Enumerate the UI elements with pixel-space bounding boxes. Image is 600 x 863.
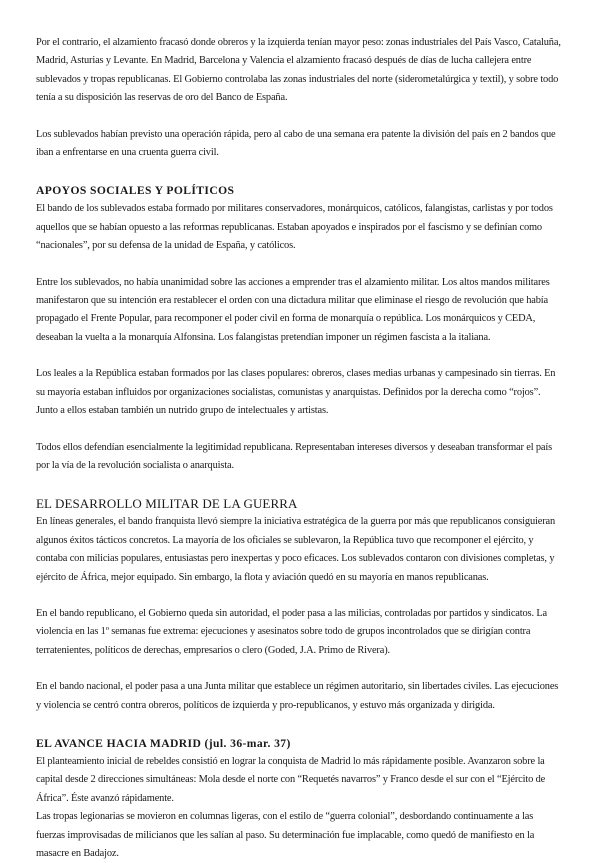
apoyos-paragraph-2: Entre los sublevados, no había unanimidad sobre las acciones a emprender tras el alzamiento militar. Los altos mandos militares manifestaron que su intención era restablecer el orden con una dictadura militar que eliminase el riesgo de revolución que había propagado el Frente Popular, para recomponer el poder civil en forma de monarquía o república. Los monárquicos y CEDA, deseaban la vuelta a la monarquía Alfonsina. Los falangistas pretendían imponer un régimen fascista a la italiana.	[36, 276, 550, 343]
intro-paragraph-2: Los sublevados habían previsto una operación rápida, pero al cabo de una semana era patente la división del país en 2 bandos que iban a enfrentarse en una cruenta guerra civil.	[36, 128, 556, 159]
apoyos-paragraph-3: Los leales a la República estaban formados por las clases populares: obreros, clases medias urbanas y campesinado sin tierras. En su mayoría estaban influidos por organizaciones socialistas, comunistas y anarquistas. Definidos por la derecha como “rojos”. Junto a ellos estaban también un nutrido grupo de intelectuales y artistas.	[36, 368, 556, 417]
section-heading-avance: EL AVANCE HACIA MADRID (jul. 36-mar. 37)	[36, 736, 291, 750]
apoyos-paragraph-4: Todos ellos defendían esencialmente la legitimidad republicana. Representaban intereses diversos y deseaban transformar el país por la vía de la revolución socialista o anarquista.	[36, 441, 553, 471]
section-heading-apoyos: APOYOS SOCIALES Y POLÍTICOS	[36, 184, 235, 198]
apoyos-paragraph-1: El bando de los sublevados estaba formado por militares conservadores, monárquicos, católicos, falangistas, carlistas y por todos aquellos que se habían opuesto a las reformas republicanas. Estaban apoyados e inspirados por el fascismo y se definían como “nacionales”, por su defensa de la unidad de España, y católicos.	[36, 203, 553, 252]
desarrollo-paragraph-1: En líneas generales, el bando franquista llevó siempre la iniciativa estratégica de la guerra por más que republicanos consiguieran algunos éxitos tácticos concretos. La mayoría de los oficiales se sublevaron, la República tuvo que recomponer el ejército, y contaba con milicias populares, entusiastas pero inexpertas y poco eficaces. Los sublevados contaron con divisiones completas, y ejército de África, mejor equipado. Sin embargo, la flota y aviación quedó en su mayoría en manos republicanas.	[36, 516, 556, 583]
desarrollo-paragraph-2: En el bando republicano, el Gobierno queda sin autoridad, el poder pasa a las milicias, controladas por partidos y sindicatos. La violencia en las 1º semanas fue extrema: ejecuciones y asesinatos sobre todo de grupos incontrolados que se dirigían contra terratenientes, políticos de derechas, empresarios o clero (Goded, J.A. Primo de Rivera).	[36, 607, 547, 656]
avance-paragraph-1: El planteamiento inicial de rebeldes consistió en lograr la conquista de Madrid lo más rápidamente posible. Avanzaron sobre la capital desde 2 direcciones simultáneas: Mola desde el norte con “Requetés navarros” y Franco desde el sur con el “Ejército de África”. Éste avanzó rápidamente.	[36, 755, 546, 804]
avance-paragraph-2: Las tropas legionarias se movieron en columnas ligeras, con el estilo de “guerra colonial”, desbordando continuamente a las fuerzas improvisadas de milicianos que les salían al paso. Su determinación fue implacable, como quedó de manifiesto en la masacre en Badajoz.	[36, 811, 535, 859]
section-heading-desarrollo: EL DESARROLLO MILITAR DE LA GUERRA	[36, 496, 298, 512]
intro-paragraph-1: Por el contrario, el alzamiento fracasó donde obreros y la izquierda tenían mayor peso: zonas industriales del País Vasco, Cataluña, Madrid, Asturias y Levante. En Madrid, Barcelona y Valencia el alzamiento fracasó después de días de lucha callejera entre sublevados y tropas republicanas. El Gobierno controlaba las zonas industriales del norte (siderometalúrgica y textil), y sobre todo tenía a su disposición las reservas de oro del Banco de España.	[36, 37, 561, 104]
desarrollo-paragraph-3: En el bando nacional, el poder pasa a una Junta militar que establece un régimen autoritario, sin libertades civiles. Las ejecuciones y violencia se centró contra obreros, políticos de izquierda y pro-republicanos, y estuvo más organizada y dirigida.	[36, 681, 559, 711]
